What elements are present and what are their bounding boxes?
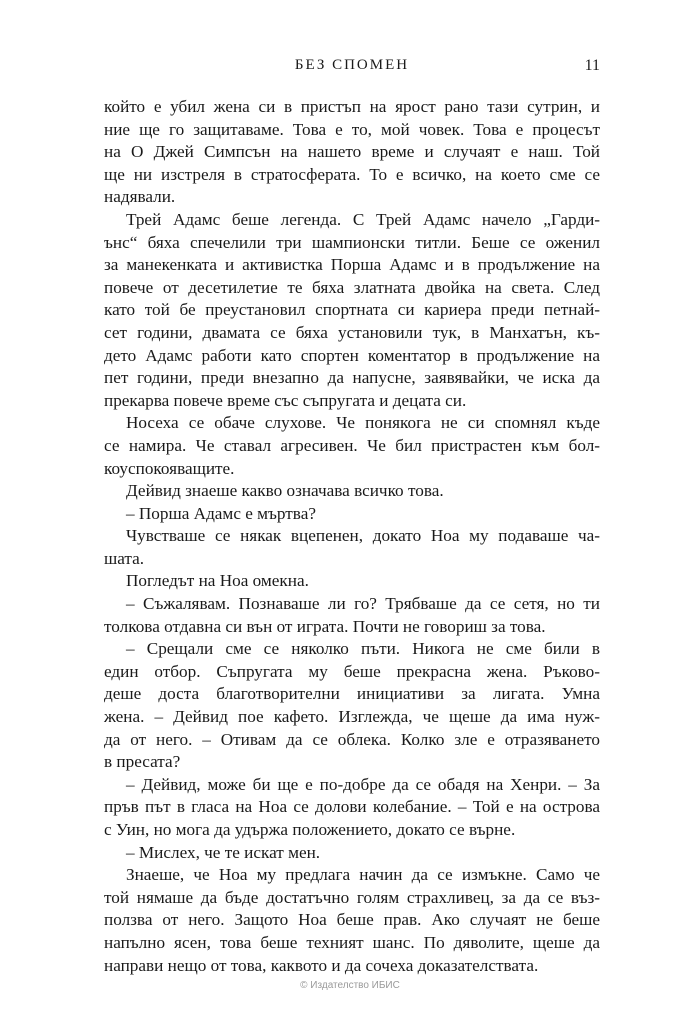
text-line: жена. – Дейвид пое кафето. Изглежда, че щеше да има нуж- — [104, 707, 600, 727]
text-line: се намира. Че ставал агресивен. Че бил пристрастен към бол- — [104, 435, 600, 455]
text-line: да от него. – Отивам да се облека. Колко зле е отразяването — [104, 729, 600, 749]
text-line: пръв път в гласа на Ноа се долови колебание. – Той е на острова — [104, 797, 600, 817]
text-line: – Дейвид, може би ще е по-добре да се обадя на Хенри. – За — [126, 774, 600, 794]
text-line: Знаеше, че Ноа му предлага начин да се измъкне. Само че — [126, 865, 600, 885]
page-number: 11 — [584, 57, 600, 74]
text-line: ние ще го защитаваме. Това е то, мой човек. Това е процесът — [104, 119, 600, 139]
text-line: Дейвид знаеше какво означава всичко това. — [126, 481, 444, 501]
page-header — [104, 57, 600, 81]
text-line: Погледът на Ноа омекна. — [126, 571, 309, 591]
text-line: Трей Адамс беше легенда. С Трей Адамс начело „Гарди- — [126, 209, 600, 229]
text-line: Носеха се обаче слухове. Че понякога не си спомнял къде — [126, 413, 600, 433]
text-line: който е убил жена си в пристъп на ярост рано тази сутрин, и — [104, 97, 600, 116]
text-line: напълно ясен, това беше техният шанс. По дяволите, щеше да — [104, 932, 600, 952]
text-line: прекарва повече време със съпругата и децата си. — [104, 390, 467, 410]
copyright-footer: © Издателство ИБИС — [300, 980, 400, 991]
text-line: един отбор. Съпругата му беше прекрасна жена. Ръково- — [104, 661, 600, 681]
text-line: той нямаше да бъде достатъчно голям страхливец, за да се въз- — [104, 887, 600, 907]
text-line: сет години, двамата се бяха установили тук, в Манхатън, къ- — [104, 322, 600, 342]
text-line: с Уин, но мога да удържа положението, докато се върне. — [104, 820, 516, 839]
text-line: – Мислех, че те искат мен. — [126, 842, 321, 862]
body-text — [104, 96, 600, 977]
text-line: ще ни изстреля в стратосферата. То е всичко, на което сме се — [104, 164, 600, 184]
text-line: направи нещо от това, каквото и да сочеха доказателствата. — [104, 955, 539, 975]
text-line: пет години, преди внезапно да напусне, заявявайки, че иска да — [104, 368, 600, 388]
text-line: шата. — [104, 548, 145, 568]
text-line: повече от десетилетие те бяха златната двойка на света. След — [104, 277, 600, 297]
text-line: ползва от него. Защото Ноа беше прав. Ако случаят не беше — [104, 910, 600, 930]
text-line: ънс“ бяха спечелили три шампионски титли. Беше се оженил — [104, 232, 600, 252]
text-line: Чувстваше се някак вцепенен, докато Ноа му подаваше ча- — [126, 526, 600, 546]
text-line: – Порша Адамс е мъртва? — [126, 503, 316, 523]
text-line: надявали. — [104, 187, 176, 207]
text-line: дето Адамс работи като спортен коментатор в продължение на — [104, 345, 600, 365]
text-line: в пресата? — [104, 752, 181, 772]
text-line: – Срещали сме се няколко пъти. Никога не сме били в — [126, 639, 600, 659]
text-line: деше доста благотворителни инициативи за лигата. Умна — [104, 684, 600, 704]
running-title: БЕЗ СПОМЕН — [294, 57, 410, 73]
text-line: – Съжалявам. Познаваше ли го? Трябваше да се сетя, но ти — [126, 594, 600, 614]
text-line: като той бе преустановил спортната си кариера преди петнай- — [104, 300, 600, 320]
text-line: на О Джей Симпсън на нашето време и случаят е наш. Той — [104, 142, 600, 162]
text-line: коуспокояващите. — [104, 458, 235, 478]
text-line: толкова отдавна си вън от играта. Почти не говориш за това. — [104, 616, 546, 636]
text-line: за манекенката и активистка Порша Адамс и в продължение на — [104, 255, 600, 275]
